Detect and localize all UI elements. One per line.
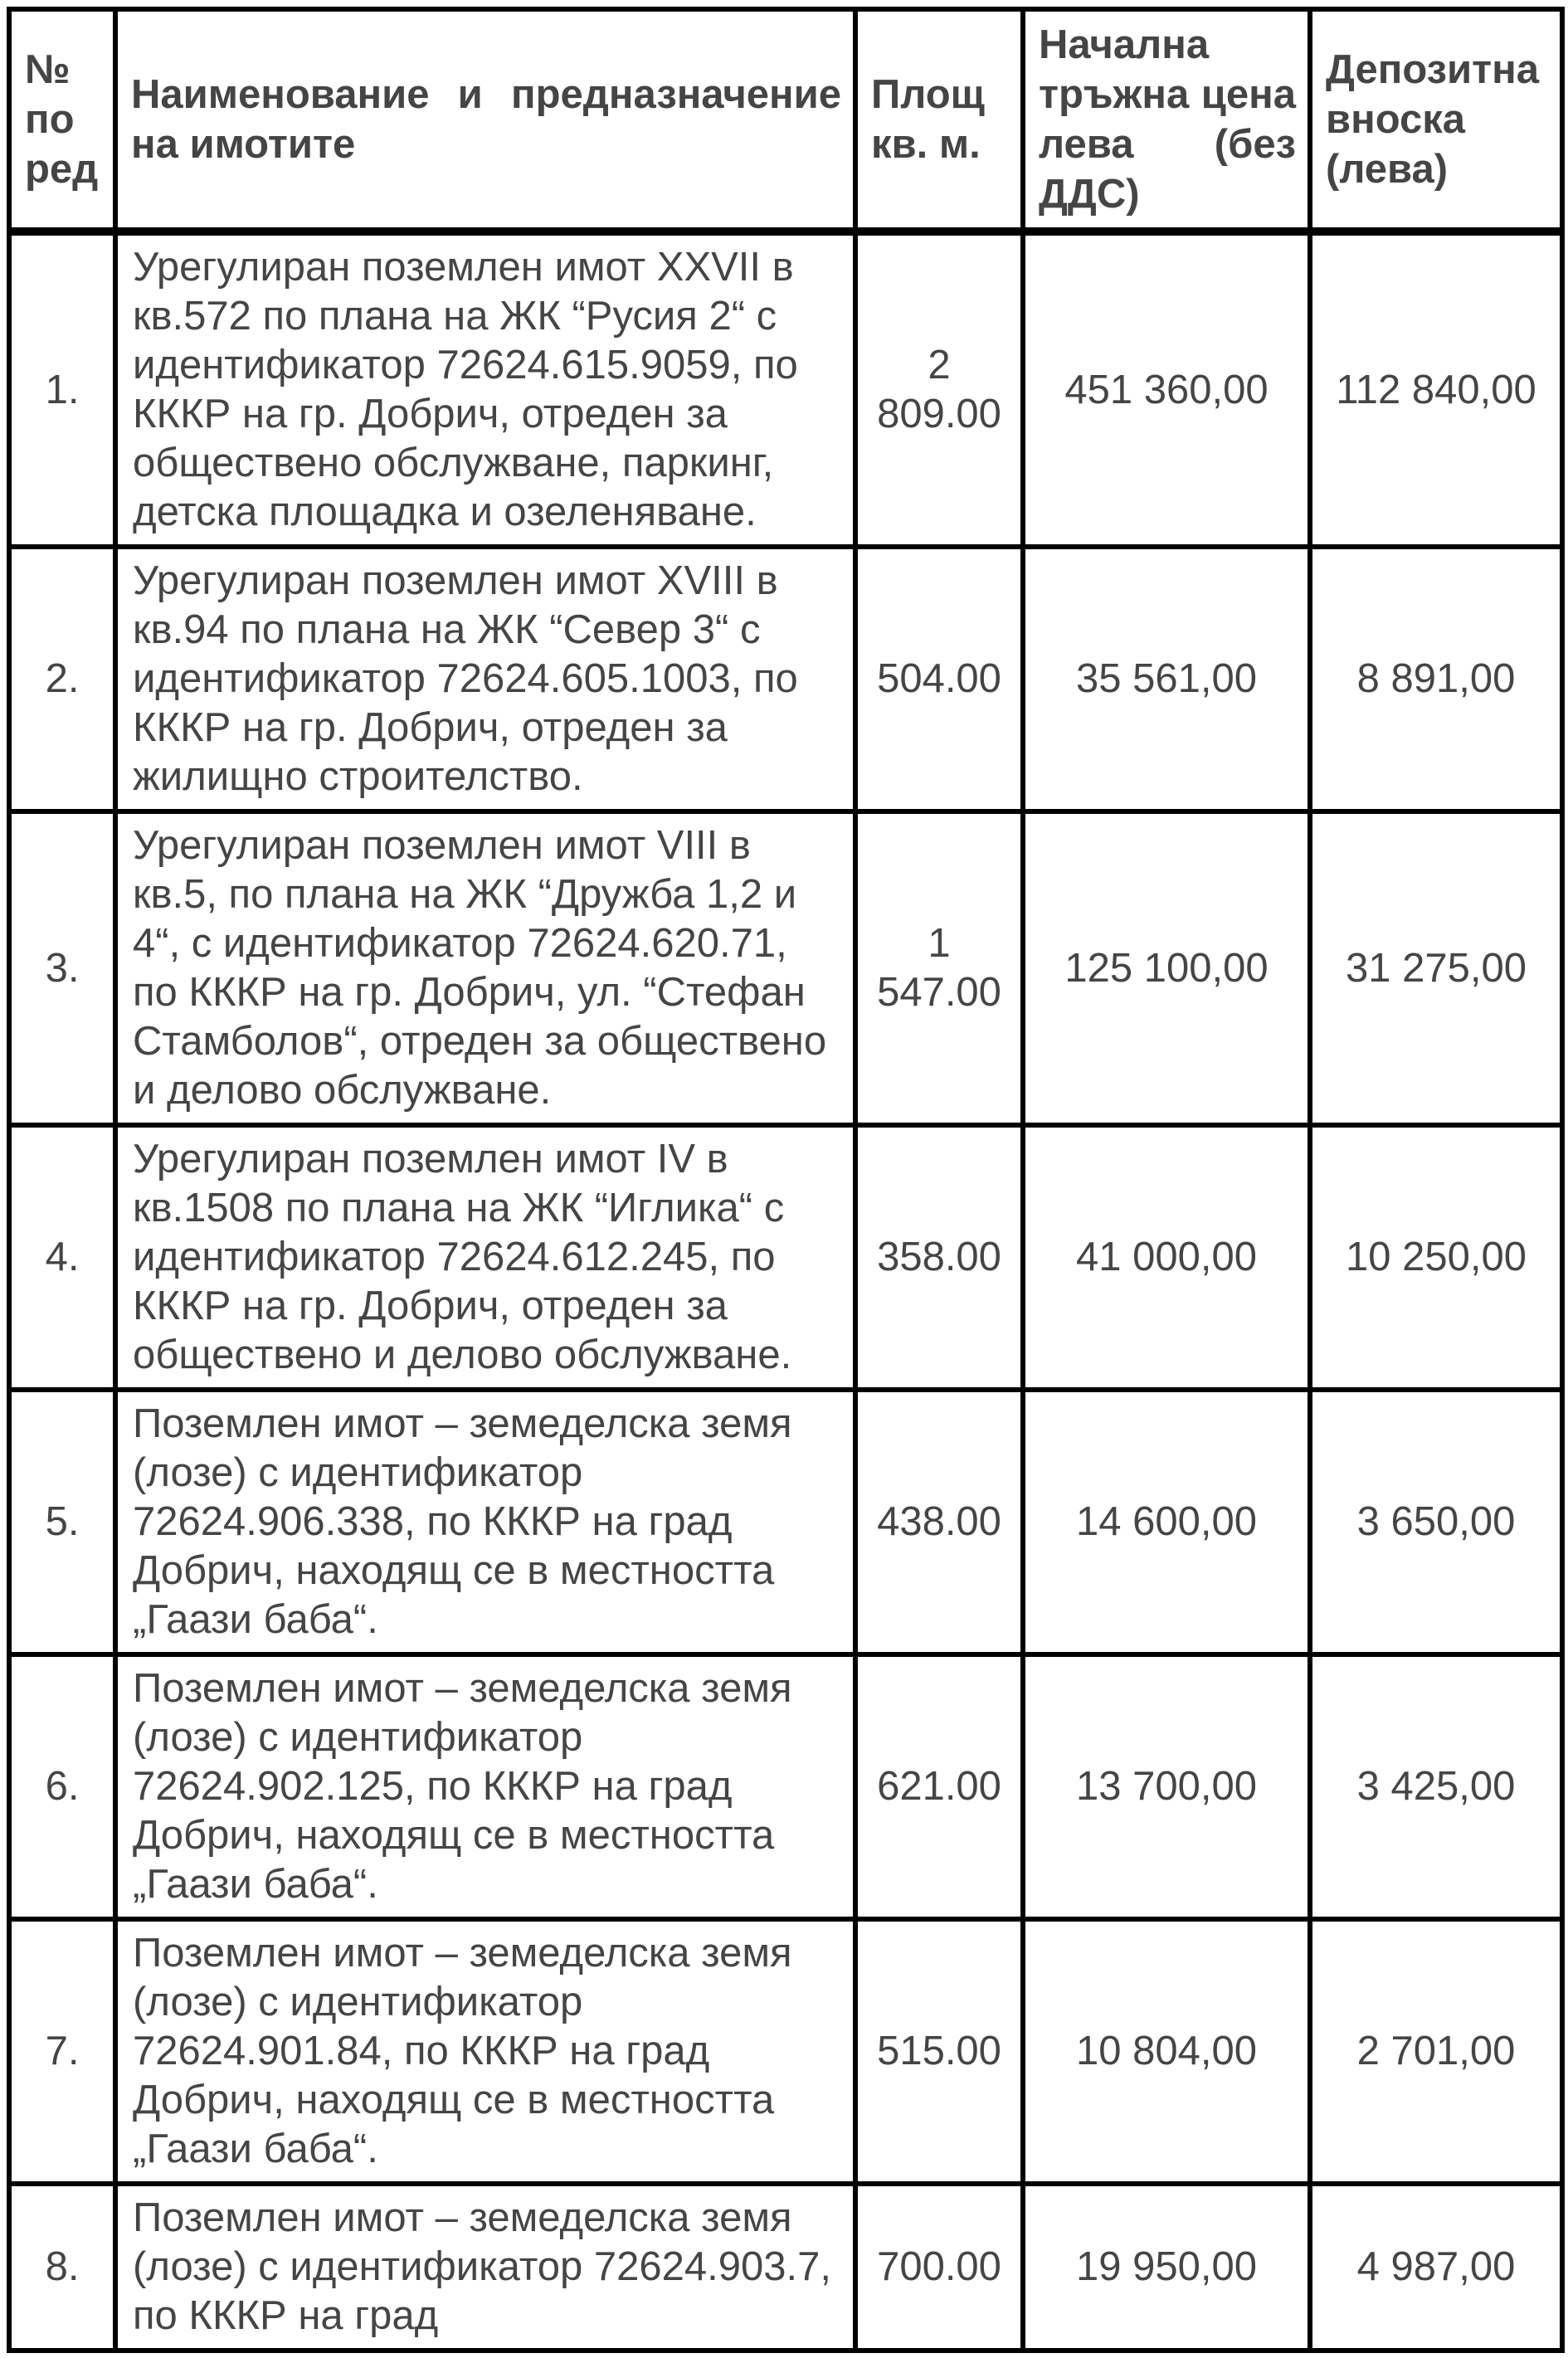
cell-deposit: 8 891,00	[1310, 547, 1562, 811]
cell-row-number: 5.	[9, 1390, 115, 1654]
header-row-number: № по ред	[9, 9, 115, 231]
cell-deposit: 3 425,00	[1310, 1654, 1562, 1919]
cell-row-number: 2.	[9, 547, 115, 811]
properties-table	[7, 7, 1565, 2353]
cell-price: 41 000,00	[1023, 1125, 1310, 1390]
cell-deposit: 3 650,00	[1310, 1390, 1562, 1654]
cell-price: 10 804,00	[1023, 1919, 1310, 2184]
cell-row-number: 7.	[9, 1919, 115, 2184]
table-row	[9, 231, 1562, 547]
cell-deposit: 4 987,00	[1310, 2184, 1562, 2351]
cell-name: Поземлен имот – земеделска земя (лозе) с идентификатор 72624.901.84, по КККР на град Добрич, находящ се в местността „Гаази баба“.	[115, 1919, 855, 2184]
cell-price: 13 700,00	[1023, 1654, 1310, 1919]
cell-row-number: 8.	[9, 2184, 115, 2351]
header-price: Начална тръжна цена лева (без ДДС)	[1023, 9, 1310, 231]
table-row	[9, 1125, 1562, 1390]
cell-row-number: 1.	[9, 231, 115, 547]
cell-deposit: 31 275,00	[1310, 811, 1562, 1125]
cell-area: 504.00	[855, 547, 1023, 811]
table-row	[9, 2184, 1562, 2351]
cell-row-number: 3.	[9, 811, 115, 1125]
table-row	[9, 547, 1562, 811]
cell-name: Урегулиран поземлен имот VIII в кв.5, по плана на ЖК “Дружба 1,2 и 4“, с идентификатор 72624.620.71, по КККР на гр. Добрич, ул. “Стефан Стамболов“, отреден за обществено и делово обслужване.	[115, 811, 855, 1125]
cell-price: 14 600,00	[1023, 1390, 1310, 1654]
header-row	[9, 9, 1562, 231]
cell-price: 19 950,00	[1023, 2184, 1310, 2351]
cell-row-number: 6.	[9, 1654, 115, 1919]
cell-area: 438.00	[855, 1390, 1023, 1654]
cell-area: 700.00	[855, 2184, 1023, 2351]
cell-area: 2 809.00	[855, 231, 1023, 547]
cell-area: 358.00	[855, 1125, 1023, 1390]
header-area: Площ кв. м.	[855, 9, 1023, 231]
header-name: Наименование и предназначение на имотите	[115, 9, 855, 231]
cell-area: 515.00	[855, 1919, 1023, 2184]
table-row	[9, 811, 1562, 1125]
cell-name: Поземлен имот – земеделска земя (лозе) с идентификатор 72624.906.338, по КККР на град Добрич, находящ се в местността „Гаази баба“.	[115, 1390, 855, 1654]
cell-deposit: 2 701,00	[1310, 1919, 1562, 2184]
cell-deposit: 112 840,00	[1310, 231, 1562, 547]
cell-deposit: 10 250,00	[1310, 1125, 1562, 1390]
cell-price: 451 360,00	[1023, 231, 1310, 547]
cell-name: Урегулиран поземлен имот IV в кв.1508 по плана на ЖК “Иглика“ с идентификатор 72624.612.245, по КККР на гр. Добрич, отреден за обществено и делово обслужване.	[115, 1125, 855, 1390]
table-row	[9, 1390, 1562, 1654]
table-row	[9, 1654, 1562, 1919]
cell-row-number: 4.	[9, 1125, 115, 1390]
cell-area: 621.00	[855, 1654, 1023, 1919]
cell-name: Поземлен имот – земеделска земя (лозе) с идентификатор 72624.902.125, по КККР на град Добрич, находящ се в местността „Гаази баба“.	[115, 1654, 855, 1919]
cell-name: Урегулиран поземлен имот XXVII в кв.572 по плана на ЖК “Русия 2“ с идентификатор 72624.615.9059, по КККР на гр. Добрич, отреден за обществено обслужване, паркинг, детска площадка и озеленяване.	[115, 231, 855, 547]
cell-name: Урегулиран поземлен имот XVIII в кв.94 по плана на ЖК “Север 3“ с идентификатор 72624.605.1003, по КККР на гр. Добрич, отреден за жилищно строителство.	[115, 547, 855, 811]
table-row	[9, 1919, 1562, 2184]
cell-name: Поземлен имот – земеделска земя (лозе) с идентификатор 72624.903.7, по КККР на град	[115, 2184, 855, 2351]
cell-price: 35 561,00	[1023, 547, 1310, 811]
cell-area: 1 547.00	[855, 811, 1023, 1125]
cell-price: 125 100,00	[1023, 811, 1310, 1125]
header-deposit: Депозитна вноска (лева)	[1310, 9, 1562, 231]
